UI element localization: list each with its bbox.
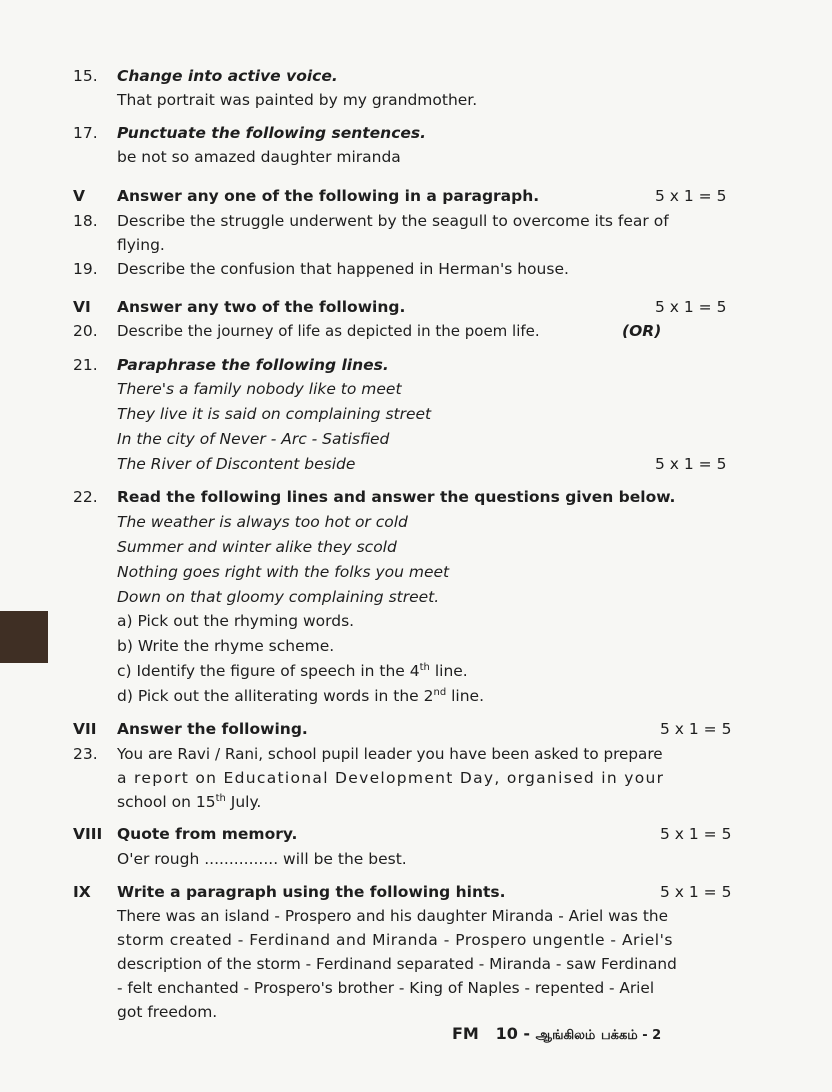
footer-std: 10 - [495,1024,531,1043]
section-roman: VI [73,298,91,316]
section-marks: 5 x 1 = 5 [660,825,732,843]
question-title: Read the following lines and answer the questions given below. [117,488,676,506]
section-heading: Write a paragraph using the following hints. [117,883,506,901]
footer [452,1024,661,1046]
section-marks: 5 x 1 = 5 [660,720,732,738]
poem-line: Nothing goes right with the folks you meet [117,563,450,581]
footer-page: பக்கம் - 2 [600,1028,662,1043]
hint-line: storm created - Ferdinand and Miranda - Prospero ungentle - Ariel's [117,931,673,949]
footer-subject: ஆங்கிலம் [535,1028,596,1043]
section-heading: Answer any one of the following in a paragraph. [117,187,540,205]
section-roman: VIII [73,825,103,843]
question-text: Describe the struggle underwent by the seagull to overcome its fear of [117,212,669,230]
question-text: a report on Educational Development Day, organised in your [117,769,665,787]
question-number: 22. [73,488,98,506]
question-text: be not so amazed daughter miranda [117,148,401,166]
poem-line: Summer and winter alike they scold [117,538,397,556]
question-title: Punctuate the following sentences. [117,124,427,142]
section-heading: Quote from memory. [117,825,298,843]
section-marks: 5 x 1 = 5 [655,298,727,316]
question-number: 17. [73,124,98,142]
question-number: 19. [73,260,98,278]
question-text: That portrait was painted by my grandmother. [117,91,478,109]
section-roman: IX [73,883,91,901]
question-title: Change into active voice. [117,67,338,85]
quote-line: O'er rough ............... will be the best. [117,850,407,868]
poem-line: In the city of Never - Arc - Satisfied [117,430,390,448]
sub-question: a) Pick out the rhyming words. [117,612,355,630]
footer-code: FM [452,1024,479,1043]
question-text: You are Ravi / Rani, school pupil leader you have been asked to prepare [117,745,663,763]
or-label: (OR) [622,322,662,340]
question-text: flying. [117,236,165,254]
sub-question: b) Write the rhyme scheme. [117,637,335,655]
question-text: Describe the confusion that happened in Herman's house. [117,260,569,278]
question-number: 15. [73,67,98,85]
question-marks: 5 x 1 = 5 [655,455,727,473]
question-title: Paraphrase the following lines. [117,356,389,374]
poem-line: The weather is always too hot or cold [117,513,408,531]
section-roman: V [73,187,85,205]
question-number: 18. [73,212,98,230]
hint-line: description of the storm - Ferdinand separated - Miranda - saw Ferdinand [117,955,677,973]
hint-line: got freedom. [117,1003,218,1021]
section-marks: 5 x 1 = 5 [660,883,732,901]
question-text: school on 15th July. [117,792,262,811]
poem-line: Down on that gloomy complaining street. [117,588,440,606]
section-heading: Answer any two of the following. [117,298,406,316]
hint-line: There was an island - Prospero and his daughter Miranda - Ariel was the [117,907,668,925]
question-text: Describe the journey of life as depicted in the poem life. [117,322,540,340]
section-marks: 5 x 1 = 5 [655,187,727,205]
hint-line: - felt enchanted - Prospero's brother - King of Naples - repented - Ariel [117,979,655,997]
poem-line: They live it is said on complaining street [117,405,432,423]
poem-line: The River of Discontent beside [117,455,356,473]
sub-question: c) Identify the figure of speech in the 4th line. [117,661,468,680]
section-roman: VII [73,720,97,738]
question-number: 20. [73,322,98,340]
question-number: 21. [73,356,98,374]
sub-question: d) Pick out the alliterating words in the 2nd line. [117,686,485,705]
question-number: 23. [73,745,98,763]
section-heading: Answer the following. [117,720,308,738]
scan-blotch [0,611,48,663]
poem-line: There's a family nobody like to meet [117,380,402,398]
